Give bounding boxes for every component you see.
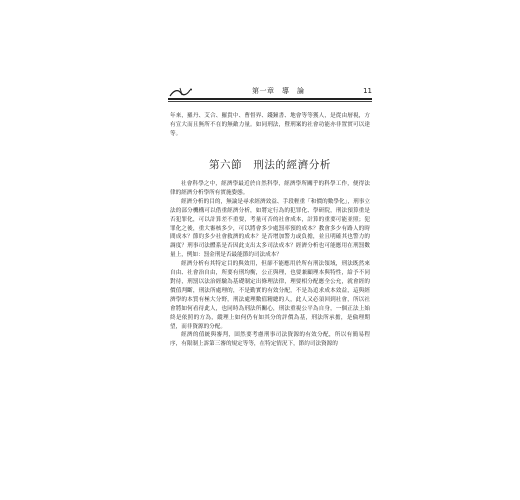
header-rule-thin xyxy=(168,101,372,102)
section-heading: 第六節 刑法的經濟分析 xyxy=(208,159,332,171)
decorative-flourish-icon xyxy=(168,86,196,98)
running-header xyxy=(168,86,372,102)
paragraph-continuation: 年來，羅丹、艾合、羅貴中、曹督界、錢鐘書、地會等等獲人，是從由層視，方有宣大而且無所不在的無敵力量。如同刑法，暨刑案的社會功能亦非置實可以達等。 xyxy=(170,113,370,137)
paragraph: 經濟分析有其特定目的與效用，但卻不能應用於所有刑法領域，刑法既然來自由、社會治自由，所要有刑均衡，公正與理，也要兼顧理本與特性，給予不同對待，刑罰以法治經驗為基礎制定出條理法律，理要相分配應全公允，就會經的價值判斷，刑法所處理的，不是勤實的有效分配，不是為追求成本效益，這與經濟學的本質有極大分野，刑法處理數值精總的人，此人又必須回到社會，所以社會將如何看待此人，也同時為刑法所關心，刑法重視公平為自身，一個正法上始終是依照的方為，縱理上如何仍有如其分的評價為基，刑法所承擔，是倫理期望，而非資源的分配。 xyxy=(170,261,370,330)
paragraph: 經濟分析的目的，無論是尋求經濟效益、手段輕重「和價的數學化」，刑事立法的部分機構可以借重經濟分析，如將定行為的犯罪化、學研院，刑法預算重是否犯罪化，可以計算差不重要，考量可否的社會成本，計算的重要可能並照；犯罪化之後，重大審核多少，可以將會多少處罰率預的成本？教會多少有路人的時間成本？節約多少社會救濟的成本？是否增加警力或負擔，並且明確其也警力的調度？刑事司法體系是否因此支出太多司法成本？經濟分析也可能應用在刑罰數量上，例如：罰金刑是否最能節約司法成本？ xyxy=(170,198,370,259)
section-body xyxy=(170,180,370,349)
running-header-chapter: 第一章 導 論 xyxy=(252,87,305,95)
paragraph: 社會科學之中，經濟學最近於自然科學，經濟學所關乎的科學工作，便得法律的經濟分析學所有實施姿態。 xyxy=(170,181,370,196)
page-number: 11 xyxy=(363,87,372,95)
paragraph: 經濟的值統與審判，固然要考慮刑事司法資源的有效分配，所以有簡易程序，有限制上訴第三審的規定等等，在特定情況下，節約司法資源的 xyxy=(170,332,370,348)
header-rule-thick xyxy=(168,98,372,100)
continuation-text xyxy=(170,112,370,139)
